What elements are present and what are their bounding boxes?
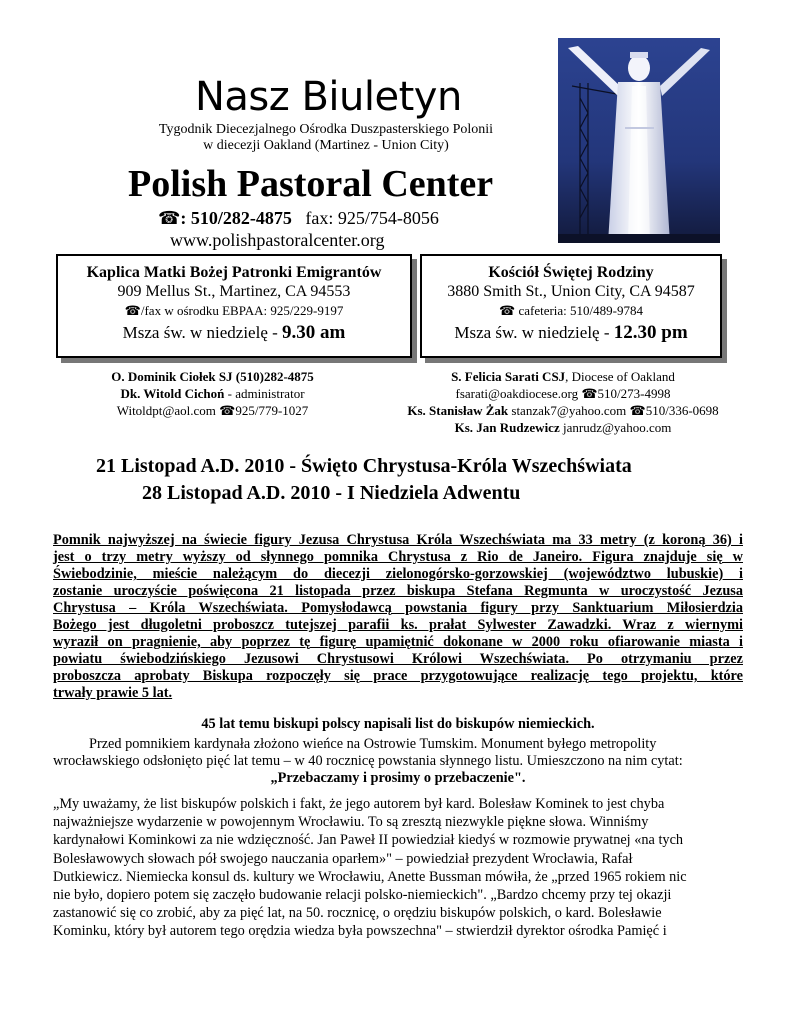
church-phone [422,303,720,319]
feast-date-1: 21 Listopad A.D. 2010 - Święto Chrystusa-Króla Wszechświata [96,455,632,477]
subtitle-line-2: w diecezji Oakland (Martinez - Union City) [203,138,449,153]
subtitle-line-1: Tygodnik Diecezjalnego Ośrodka Duszpasterskiego Polonii [158,122,494,137]
contact-name: S. Felicia Sarati CSJ [451,369,566,384]
contact-line [388,419,738,436]
quote-title: „Przebaczamy i prosimy o przebaczenie". [270,770,526,786]
church-mass [422,322,720,344]
telephone-icon: ☎ [629,403,646,418]
chapel-mass [58,322,410,344]
contact-email[interactable]: Witoldpt@aol.com [116,403,220,418]
telephone-icon: ☎ [581,386,598,401]
contact-line [95,402,330,419]
contact-role: - administrator [224,386,305,401]
contact-line [388,385,738,402]
chapel-mass-label: Msza św. w niedzielę - [122,323,283,342]
subtitle [130,122,522,154]
feast-date-2: 28 Listopad A.D. 2010 - I Niedziela Adwentu [142,482,521,504]
article-line: Bożego jest długoletni proboszcz tutejszej parafii ks. prałat Sylwester Zawadzki. Wraz z wiernymi [53,617,743,633]
contact-line [95,385,330,402]
article-line: jest o trzy metry wyższy od słynnego pomnika Chrystusa z Rio de Janeiro. Figura znajduje się w [53,549,743,565]
center-name: Polish Pastoral Center [128,163,494,205]
contact-line [388,402,738,419]
article-line: powiatu świebodzińskiego Jezusowi Chrystusowi Królowi Wszechświata. Po otrzymaniu przez [53,651,743,667]
quotes-paragraph [53,795,743,941]
phone-number: : 510/282-4875 [180,208,292,228]
contact-email[interactable]: stanzak7@yahoo.com [508,403,630,418]
church-mass-time: 12.30 pm [613,322,688,343]
paragraph-line: zastanowić się co zrobić, aby za pięć lat, na 50. rocznicę, o orędziu biskupów polskich, o kard. Bolesławie [53,905,662,922]
chapel-phone-text: /fax w ośrodku EBPAA: 925/229-9197 [140,303,344,318]
christ-the-king-statue-photo [558,38,720,243]
church-title: Kościół Świętej Rodziny [488,264,654,281]
contacts-left [95,368,330,419]
telephone-icon: ☎ [158,208,181,228]
chapel-mass-time: 9.30 am [282,322,346,343]
telephone-icon: ☎ [124,303,141,318]
article-line: proboszcza aprobaty Biskupa rozpoczęły się prace przygotowujące realizację tego projektu, które [53,668,743,684]
article-line: Pomnik najwyższej na świecie figury Jezusa Chrystusa Króla Wszechświata ma 33 metry (z koroną 36) i [53,532,743,548]
paragraph-line: Bolesławowych słowach pół swojego nauczania oparłem»" – powiedział prezydent Wrocławia, Rafał [53,850,633,867]
statue-article [53,532,743,702]
church-info-box [420,254,722,358]
article-line: zostanie uroczyście poświęcona 21 listopada przez biskupa Stefana Regmunta w uroczystość Jezusa [53,583,743,599]
church-phone-text: cafeteria: 510/489-9784 [515,303,643,318]
contact-email[interactable]: fsarati@oakdiocese.org [455,386,582,401]
article-line: Świebodzinie, mieście należącym do diecezji zielonogórsko-gorzowskiej (województwo lubuskie) i [53,566,743,582]
paragraph-line: Kominku, który był autorem tego orędzia wiedza była powszechna" – stwierdził dyrektor ośrodka Pamięć i [53,923,667,940]
chapel-info-box [56,254,412,358]
contact-phone: 925/779-1027 [235,403,309,418]
telephone-icon: ☎ [499,303,516,318]
church-mass-label: Msza św. w niedzielę - [454,323,614,342]
monument-paragraph [53,736,743,770]
church-address: 3880 Smith St., Union City, CA 94587 [447,283,695,300]
phone-line [158,208,439,229]
contact-name: O. Dominik Ciołek SJ (510)282-4875 [111,369,314,384]
contact-name: Dk. Witold Cichoń [120,386,225,401]
article-line: wyraził on pragnienie, aby poprzez tę figurę upamiętnić dokonane w 2000 roku ofiarowanie miasta i [53,634,743,650]
contact-name: Ks. Stanisław Żak [407,403,509,418]
paragraph-line: „My uważamy, że list biskupów polskich i fakt, że jego autorem był kard. Bolesław Kominek to jest chyba [53,796,665,812]
paragraph-line: kardynałowi Kominkowi za nie wdzięczność. Jan Paweł II powiedział kiedyś w rozmowie prywatnej «na tych [53,832,684,849]
fax-number: fax: 925/754-8056 [305,208,439,228]
paragraph-line: Dutkiewicz. Niemiecka konsul ds. kultury we Wrocławiu, Anette Bussman mówiła, że „przed 1965 rokiem nic [53,868,687,885]
paragraph-line: Przed pomnikiem kardynała złożono wieńce na Ostrowie Tumskim. Monument byłego metropolity [89,736,657,752]
contacts-right [388,368,738,436]
telephone-icon: ☎ [219,403,236,418]
contact-line [388,368,738,385]
paragraph-line: nie było, dopiero potem się zaczęło budowanie relacji polsko-niemieckich". „Bardzo chcemy przy tej okazji [53,887,672,904]
website-link[interactable]: www.polishpastoralcenter.org [170,230,385,250]
article-line: trwały prawie 5 lat. [53,685,173,701]
contact-role: , Diocese of Oakland [565,369,675,384]
article-line: Chrystusa – Króla Wszechświata. Pomysłodawcą powstania figury przy Sanktuarium Miłosierdzia [53,600,743,616]
contact-email[interactable]: janrudz@yahoo.com [559,420,672,435]
letter-heading: 45 lat temu biskupi polscy napisali list do biskupów niemieckich. [201,716,595,732]
contact-phone: 510/273-4998 [597,386,671,401]
contact-phone: 510/336-0698 [645,403,719,418]
chapel-title: Kaplica Matki Bożej Patronki Emigrantów [86,264,382,281]
paragraph-line: wrocławskiego odsłonięto pięć lat temu – w 40 rocznicę powstania słynnego listu. Umieszczono na nim cytat: [53,753,683,769]
contact-line [95,368,330,385]
chapel-phone [58,303,410,319]
masthead-title: Nasz Biuletyn [195,74,462,120]
contact-name: Ks. Jan Rudzewicz [454,420,560,435]
paragraph-line: najważniejsze wydarzenie w powojennym Wrocławiu. To są zresztą niezwykle piękne słowa. Winniśmy [53,814,649,831]
chapel-address: 909 Mellus St., Martinez, CA 94553 [117,283,351,300]
